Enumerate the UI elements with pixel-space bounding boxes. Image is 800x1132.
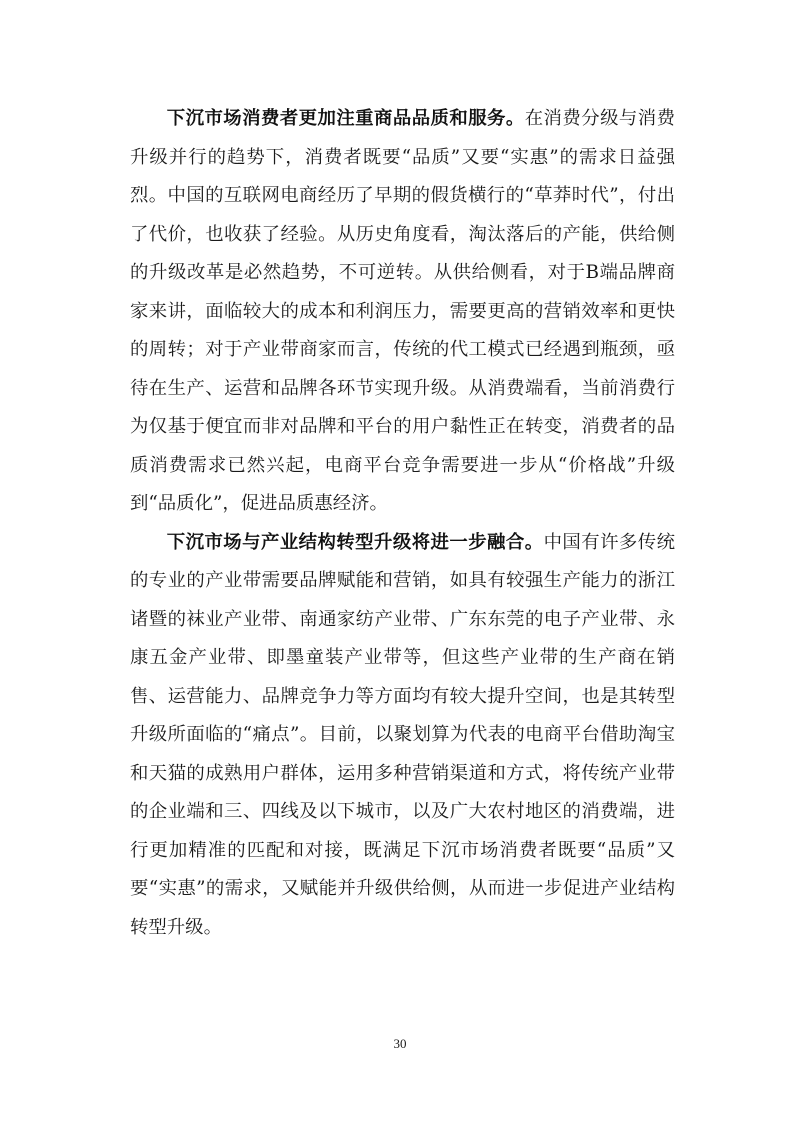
paragraph-industrial-upgrade xyxy=(130,524,675,948)
paragraph-body: 在消费分级与消费升级并行的趋势下，消费者既要“品质”又要“实惠”的需求日益强烈。中国的互联网电商经历了早期的假货横行的“草莽时代”，付出了代价，也收获了经验。从历史角度看，淘汰落后的产能，供给侧的升级改革是必然趋势，不可逆转。从供给侧看，对于B端品牌商家来讲，面临较大的成本和利润压力，需要更高的营销效率和更快的周转；对于产业带商家而言，传统的代工模式已经遇到瓶颈，亟待在生产、运营和品牌各环节实现升级。从消费端看，当前消费行为仅基于便宜而非对品牌和平台的用户黏性正在转变，消费者的品质消费需求已然兴起，电商平台竞争需要进一步从“价格战”升级到“品质化”，促进品质惠经济。 xyxy=(130,108,675,514)
paragraph-quality-service xyxy=(130,100,675,524)
paragraph-lead: 下沉市场与产业结构转型升级将进一步融合。 xyxy=(166,531,544,553)
body-text xyxy=(130,100,675,947)
paragraph-body: 中国有许多传统的专业的产业带需要品牌赋能和营销，如具有较强生产能力的浙江诸暨的袜业产业带、南通家纺产业带、广东东莞的电子产业带、永康五金产业带、即墨童装产业带等，但这些产业带的生产商在销售、运营能力、品牌竞争力等方面均有较大提升空间，也是其转型升级所面临的“痛点”。目前，以聚划算为代表的电商平台借助淘宝和天猫的成熟用户群体，运用多种营销渠道和方式，将传统产业带的企业端和三、四线及以下城市，以及广大农村地区的消费端，进行更加精准的匹配和对接，既满足下沉市场消费者既要“品质”又要“实惠”的需求，又赋能并升级供给侧，从而进一步促进产业结构转型升级。 xyxy=(130,531,675,938)
paragraph-lead: 下沉市场消费者更加注重商品品质和服务。 xyxy=(166,108,525,129)
page-number: 30 xyxy=(393,1036,407,1051)
